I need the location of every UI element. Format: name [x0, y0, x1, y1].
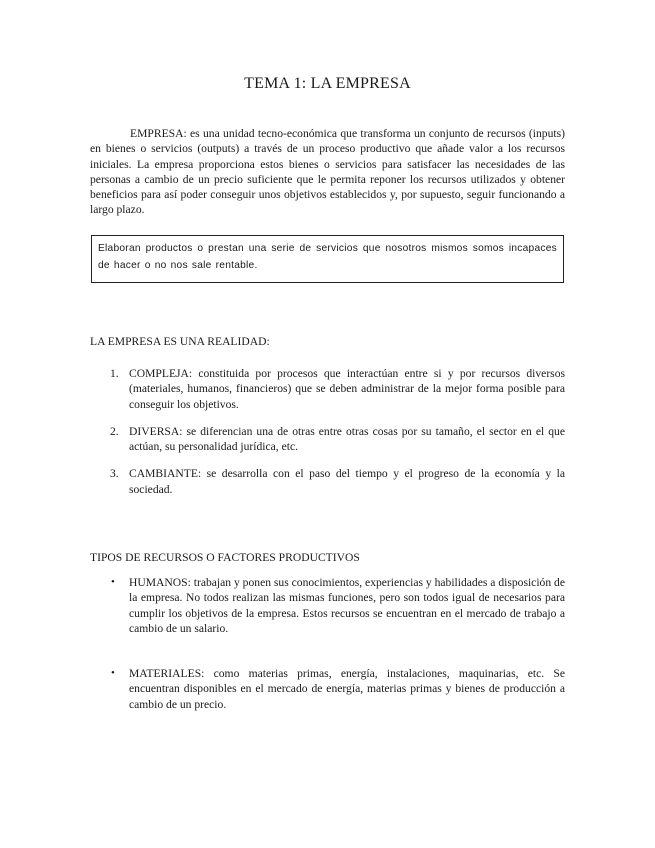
list-number: 2. [110, 424, 119, 438]
bullet-icon: • [111, 576, 115, 588]
section-heading-realidad: LA EMPRESA ES UNA REALIDAD: [90, 335, 270, 348]
list-item-text: HUMANOS: trabajan y ponen sus conocimientos, experiencias y habilidades a disposición de la empresa. No todos realizan las mismas funciones, pero son todos igual de necesarios para cumplir los objetivos de la empresa. Estos recursos se encuentran en el mercado de trabajo a cambio de un salario. [129, 576, 565, 635]
list-item [90, 575, 565, 636]
list-number: 3. [110, 467, 119, 481]
bullet-icon: • [111, 667, 115, 680]
list-item [90, 366, 565, 412]
list-number: 1. [110, 367, 119, 380]
list-item-text: CAMBIANTE: se desarrolla con el paso del tiempo y el progreso de la economía y la sociedad. [129, 467, 565, 496]
list-item-text: DIVERSA: se diferencian una de otras entre otras cosas por su tamaño, el sector en el que actúan, su personalidad jurídica, etc. [129, 424, 565, 454]
section-heading-recursos: TIPOS DE RECURSOS O FACTORES PRODUCTIVOS [90, 551, 360, 564]
recursos-list [90, 575, 565, 712]
highlight-box: Elaboran productos o prestan una serie de servicios que nosotros mismos somos incapaces de hacer o no nos sale rentable. [91, 235, 564, 283]
intro-text: es una unidad tecno-económica que transforma un conjunto de recursos (inputs) en bienes o servicios (outputs) a través de un proceso productivo que añade valor a los recursos iniciales. La empresa proporciona estos bienes o servicios para satisfacer las necesidades de las personas a cambio de un precio suficiente que le permita reponer los recursos utilizados y obtener beneficios para así poder conseguir unos objetivos establecidos y, por supuesto, seguir funcionando a largo plazo. [90, 127, 565, 217]
list-item [90, 466, 565, 497]
list-item [90, 666, 565, 712]
page-title: TEMA 1: LA EMPRESA [244, 75, 411, 92]
list-item [90, 424, 565, 455]
list-item-text: COMPLEJA: constituida por procesos que interactúan entre si y por recursos diversos (materiales, humanos, financieros) que se deben administrar de la mejor forma posible para conseguir los objetivos. [129, 367, 565, 411]
intro-term: EMPRESA: [130, 127, 187, 140]
list-item-text: MATERIALES: como materias primas, energía, instalaciones, maquinarias, etc. Se encuentran disponibles en el mercado de energía, materias primas y bienes de producción a cambio de un precio. [129, 667, 565, 711]
intro-paragraph [90, 126, 565, 218]
realidad-list [90, 366, 565, 509]
